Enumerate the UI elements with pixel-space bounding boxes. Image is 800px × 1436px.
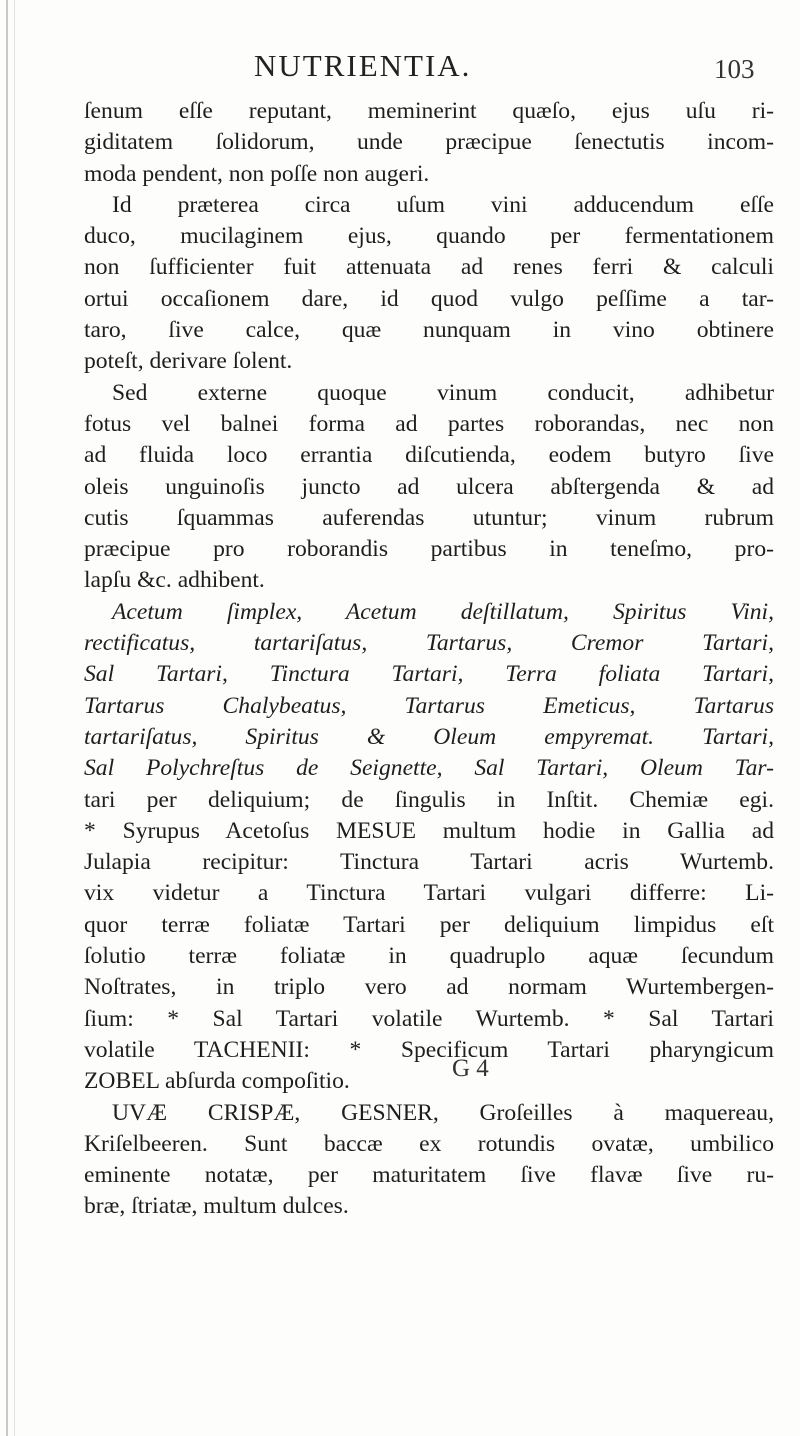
text-line: ad fluida loco errantia diſcutienda, eodem butyro ſive	[84, 442, 774, 469]
text-line: ſenum eſſe reputant, meminerint quæſo, ejus uſu ri-	[84, 98, 774, 124]
binding-edge-inner	[14, 0, 15, 1436]
text-line: quor terræ foliatæ Tartari per deliquium limpidus eſt	[84, 911, 774, 938]
text-line: ſolutio terræ foliatæ in quadruplo aquæ ſecundum	[84, 943, 774, 970]
page-number: 103	[714, 54, 755, 84]
text-line: * Syrupus Acetoſus MESUE multum hodie in Gallia ad	[84, 817, 774, 844]
running-title: NUTRIENTIA.	[254, 48, 472, 83]
text-line: lapſu &c. adhibent.	[84, 567, 265, 594]
text-line: giditatem ſolidorum, unde præcipue ſenectutis incom-	[84, 129, 774, 156]
page-header	[0, 48, 800, 88]
text-line: tari per deliquium; de ſingulis in Inſtit. Chemiæ egi.	[84, 786, 774, 813]
text-line: duco, mucilaginem ejus, quando per fermentationem	[84, 223, 774, 250]
text-line: rectificatus, tartariſatus, Tartarus, Cremor Tartari,	[84, 630, 774, 657]
text-line: ortui occaſionem dare, id quod vulgo peſſime a tar-	[84, 285, 774, 312]
text-line: Acetum ſimplex, Acetum deſtillatum, Spiritus Vini,	[112, 598, 774, 625]
text-line: bræ, ſtriatæ, multum dulces.	[84, 1193, 349, 1220]
text-line: vix videtur a Tinctura Tartari vulgari differre: Li-	[84, 880, 774, 907]
signature-mark: G 4	[452, 1055, 489, 1082]
text-line: UVÆ CRISPÆ, GESNER, Groſeilles à maquereau,	[112, 1099, 774, 1126]
text-line: Sed externe quoque vinum conducit, adhibetur	[112, 379, 774, 406]
body-text	[84, 96, 774, 1223]
text-line: Sal Polychreſtus de Seignette, Sal Tartari, Oleum Tar-	[84, 755, 774, 782]
text-line: cutis ſquammas auferendas utuntur; vinum rubrum	[84, 504, 774, 531]
text-line: tartariſatus, Spiritus & Oleum empyremat. Tartari,	[84, 723, 774, 750]
text-line: Tartarus Chalybeatus, Tartarus Emeticus, Tartarus	[84, 692, 774, 719]
text-line: non ſufficienter fuit attenuata ad renes ferri & calculi	[84, 254, 774, 281]
text-line: ZOBEL abſurda compoſitio.	[84, 1068, 350, 1095]
text-line: taro, ſive calce, quæ nunquam in vino obtinere	[84, 317, 774, 344]
text-line: oleis unguinoſis juncto ad ulcera abſtergenda & ad	[84, 473, 774, 500]
binding-edge	[6, 0, 8, 1436]
text-line: ſium: * Sal Tartari volatile Wurtemb. * Sal Tartari	[84, 1005, 774, 1032]
text-line: præcipue pro roborandis partibus in teneſmo, pro-	[84, 536, 774, 563]
text-line: moda pendent, non poſſe non augeri.	[84, 160, 430, 187]
text-line: volatile TACHENII: * Specificum Tartari pharyngicum	[84, 1036, 774, 1063]
text-line: Kriſelbeeren. Sunt baccæ ex rotundis ovatæ, umbilico	[84, 1130, 774, 1157]
text-line: Noſtrates, in triplo vero ad normam Wurtembergen-	[84, 974, 774, 1001]
text-line: fotus vel balnei forma ad partes roborandas, nec non	[84, 410, 774, 437]
text-line: eminente notatæ, per maturitatem ſive flavæ ſive ru-	[84, 1162, 774, 1189]
text-line: Id præterea circa uſum vini adducendum eſſe	[112, 191, 774, 218]
text-line: poteſt, derivare ſolent.	[84, 348, 293, 375]
text-line: Sal Tartari, Tinctura Tartari, Terra foliata Tartari,	[84, 661, 774, 688]
text-line: Julapia recipitur: Tinctura Tartari acris Wurtemb.	[84, 849, 774, 876]
